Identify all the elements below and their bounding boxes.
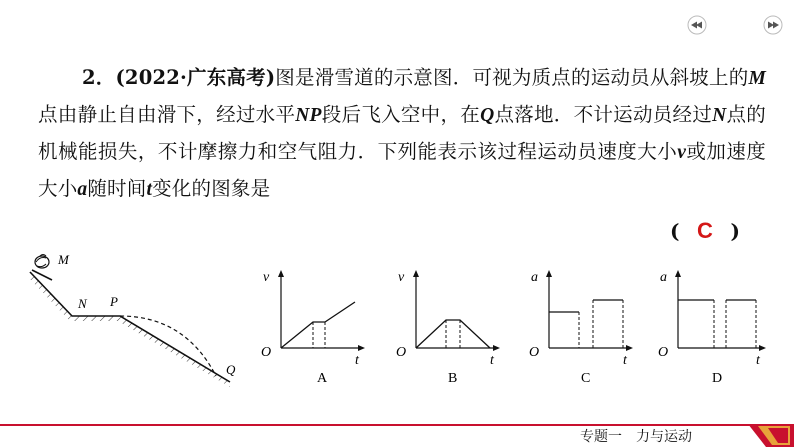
origin-label: O <box>261 345 272 360</box>
answer-close-paren: ) <box>730 219 740 243</box>
option-label: D <box>712 371 723 386</box>
footer-ribbon-icon <box>748 412 794 447</box>
math-variable: t <box>146 179 153 200</box>
problem-statement <box>38 60 766 208</box>
rewind-icon <box>686 14 708 36</box>
option-label: C <box>581 371 591 386</box>
math-variable: NP <box>295 105 322 126</box>
y-axis-label: v <box>398 270 405 285</box>
option-label: B <box>448 371 458 386</box>
velocity-curve <box>281 302 355 348</box>
x-axis-label: t <box>623 353 627 368</box>
question-text: 图是滑雪道的示意图．可视为质点的运动员从斜坡上的 <box>275 66 749 89</box>
y-axis-arrow <box>675 270 681 277</box>
y-axis-label: a <box>531 270 538 285</box>
math-variable: M <box>748 68 766 89</box>
origin-label: O <box>396 345 407 360</box>
x-axis-label: t <box>490 353 494 368</box>
question-source: (2022·广东高考) <box>115 66 276 89</box>
x-axis-label: t <box>355 353 359 368</box>
label-Q: Q <box>226 362 236 377</box>
answer-choice: C <box>697 218 713 243</box>
label-M: M <box>58 252 69 267</box>
question-text: 或加速度大小 <box>38 140 766 200</box>
x-axis-arrow <box>358 345 365 351</box>
y-axis-label: v <box>263 270 270 285</box>
y-axis-arrow <box>413 270 419 277</box>
y-axis-label: a <box>660 270 667 285</box>
answer-open-paren: ( <box>670 219 680 243</box>
math-variable: v <box>677 142 687 163</box>
x-axis-arrow <box>493 345 500 351</box>
question-text: 变化的图象是 <box>152 177 271 200</box>
y-axis-arrow <box>278 270 284 277</box>
footer-topic: 专题一 <box>580 429 622 445</box>
velocity-curve <box>416 320 490 348</box>
question-text: 点落地．不计运动员经过 <box>494 103 713 126</box>
origin-label: O <box>529 345 540 360</box>
x-axis-arrow <box>759 345 766 351</box>
graph-option-c <box>523 264 643 389</box>
graph-option-a <box>255 264 375 389</box>
ground-hatching <box>28 272 230 387</box>
x-axis-label: t <box>756 353 760 368</box>
question-text: 段后飞入空中，在 <box>321 103 481 126</box>
ski-slope-figure <box>20 248 250 388</box>
math-variable: Q <box>480 105 495 126</box>
math-variable: a <box>77 179 88 200</box>
next-slide-button[interactable] <box>762 14 784 36</box>
graph-option-b <box>390 264 510 389</box>
option-label: A <box>317 371 328 386</box>
label-N: N <box>78 296 87 311</box>
prev-slide-button[interactable] <box>686 14 708 36</box>
x-axis-arrow <box>626 345 633 351</box>
math-variable: N <box>712 105 727 126</box>
question-text: 随时间 <box>87 177 147 200</box>
origin-label: O <box>658 345 669 360</box>
question-text: 点的机械能损失，不计摩擦力和空气阻力．下列能表示该过程运动员速度大小 <box>38 103 766 163</box>
footer-title: 力与运动 <box>636 429 692 445</box>
question-text: 点由静止自由滑下，经过水平 <box>38 103 296 126</box>
question-number: 2． <box>82 66 116 89</box>
label-P: P <box>110 294 118 309</box>
y-axis-arrow <box>546 270 552 277</box>
answer-bracket <box>670 218 740 244</box>
graph-option-d <box>652 264 777 389</box>
fast-forward-icon <box>762 14 784 36</box>
footer-caption <box>580 426 692 446</box>
